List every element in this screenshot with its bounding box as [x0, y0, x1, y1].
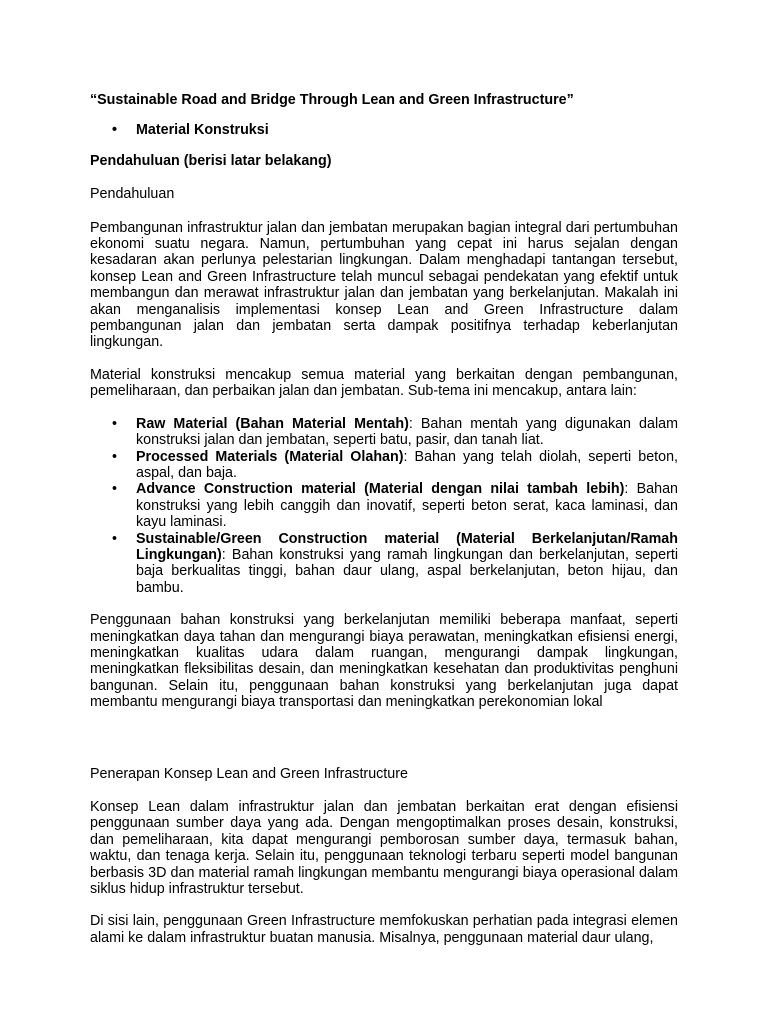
list-item [90, 481, 678, 530]
list-item-term: Sustainable/Green Construction material (Material Berkelanjutan/Ramah Lingkungan) [136, 530, 678, 563]
list-item-desc: : Bahan mentah yang digunakan dalam konstruksi jalan dan jembatan, seperti batu, pasir, dan tanah liat. [136, 415, 678, 449]
bullet-icon: • [112, 481, 118, 498]
list-item-term: Raw Material (Bahan Material Mentah) [136, 415, 409, 432]
paragraph-benefits: Penggunaan bahan konstruksi yang berkelanjutan memiliki beberapa manfaat, seperti meningkatkan daya tahan dan mengurangi biaya perawatan, meningkatkan efisiensi energi, meningkatkan kualitas udara dalam ruangan, mengurangi dampak lingkungan, meningkatkan fleksibilitas desain, dan meningkatkan kesehatan dan produktivitas penghuni bangunan. Selain itu, penggunaan bahan konstruksi yang berkelanjutan juga dapat membantu mengurangi biaya transportasi dan meningkatkan perekonomian lokal [90, 612, 678, 711]
materials-list [90, 416, 678, 596]
bullet-icon: • [112, 448, 118, 465]
list-item-desc: : Bahan yang telah diolah, seperti beton, aspal, dan baja. [136, 448, 678, 481]
list-item-desc: : Bahan konstruksi yang ramah lingkungan dan berkelanjutan, seperti baja berkualitas tinggi, bahan daur ulang, aspal berkelanjutan, beton hijau, dan bambu. [136, 546, 678, 596]
document-page [90, 92, 678, 962]
list-item-term: Advance Construction material (Material dengan nilai tambah lebih) [136, 481, 625, 498]
bullet-icon: • [112, 415, 118, 432]
intro-heading: Pendahuluan (berisi latar belakang) [90, 152, 332, 169]
paragraph-lean: Konsep Lean dalam infrastruktur jalan dan jembatan berkaitan erat dengan efisiensi penggunaan sumber daya yang ada. Dengan mengoptimalkan proses desain, konstruksi, dan pemeliharaan, kita dapat mengurangi pemborosan sumber daya, termasuk bahan, waktu, dan tenaga kerja. Selain itu, penggunaan teknologi terbaru seperti model bangunan berbasis 3D dan material ramah lingkungan membantu mengurangi biaya operasional dalam siklus hidup infrastruktur tersebut. [90, 799, 678, 898]
bullet-icon: • [112, 530, 118, 547]
list-item [90, 449, 678, 482]
paragraph-intro: Pembangunan infrastruktur jalan dan jembatan merupakan bagian integral dari pertumbuhan ekonomi suatu negara. Namun, pertumbuhan yang cepat ini harus sejalan dengan kesadaran akan perlunya pelestarian lingkungan. Dalam menghadapi tantangan tersebut, konsep Lean and Green Infrastructure telah muncul sebagai pendekatan yang efektif untuk membangun dan merawat infrastruktur jalan dan jembatan yang berkelanjutan. Makalah ini akan menganalisis implementasi konsep Lean and Green Infrastructure dalam pembangunan jalan dan jembatan serta dampak positifnya terhadap keberlanjutan lingkungan. [90, 219, 678, 351]
list-item-desc: : Bahan konstruksi yang lebih canggih dan inovatif, seperti beton serat, kaca laminasi, dan kayu laminasi. [136, 481, 678, 531]
paragraph-green: Di sisi lain, penggunaan Green Infrastructure memfokuskan perhatian pada integrasi elemen alami ke dalam infrastruktur buatan manusia. Misalnya, penggunaan material daur ulang, [90, 913, 678, 946]
topic-bullet: • Material Konstruksi [90, 122, 678, 138]
document-title: “Sustainable Road and Bridge Through Lean and Green Infrastructure” [90, 92, 574, 108]
list-item-term: Processed Materials (Material Olahan) [136, 448, 404, 465]
list-item [90, 531, 678, 597]
section-heading-penerapan: Penerapan Konsep Lean and Green Infrastructure [90, 765, 408, 782]
section-heading-pendahuluan: Pendahuluan [90, 186, 175, 203]
section-spacer [90, 727, 678, 766]
paragraph-material-scope: Material konstruksi mencakup semua material yang berkaitan dengan pembangunan, pemeliharaan, dan perbaikan jalan dan jembatan. Sub-tema ini mencakup, antara lain: [90, 366, 678, 400]
list-item [90, 416, 678, 449]
